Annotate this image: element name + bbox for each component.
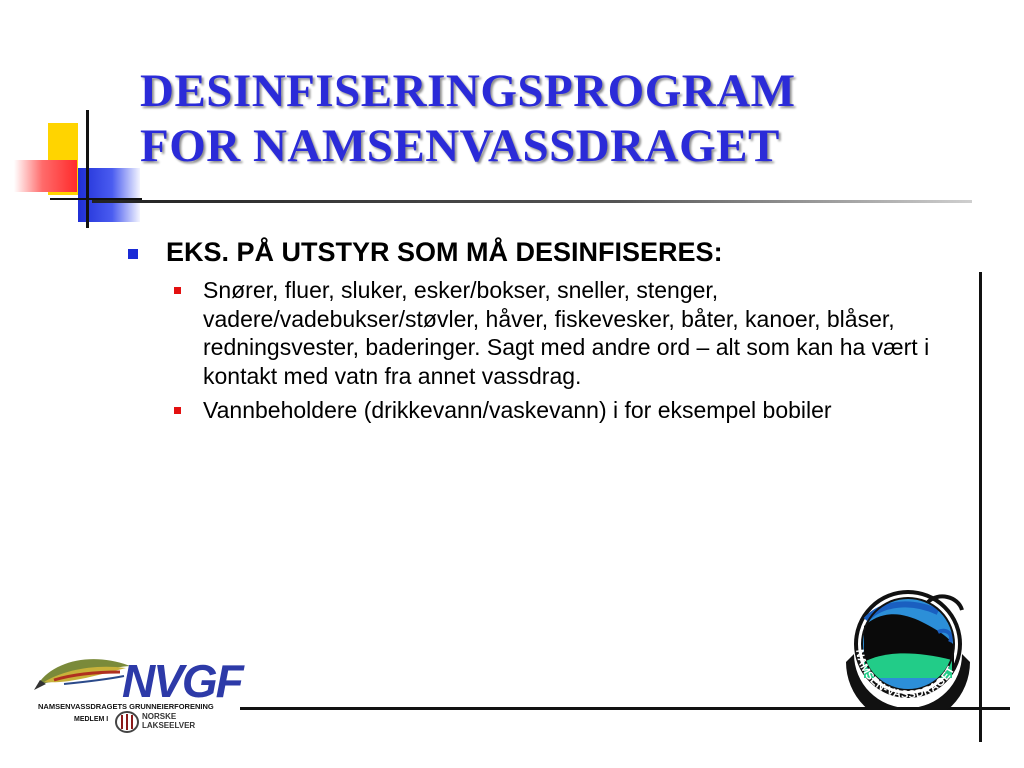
slide-title	[140, 64, 1000, 174]
norske-lakseelver-icon	[114, 711, 140, 733]
list-item	[174, 396, 982, 425]
nvgf-logo	[34, 650, 244, 740]
nvgf-member-label: MEDLEM I	[74, 716, 109, 723]
bullet-heading	[122, 234, 982, 270]
namsenvassdraget-badge	[842, 582, 974, 710]
slide-title-line1: DESINFISERINGSPROGRAM	[140, 65, 796, 117]
list-item-text: Snører, fluer, sluker, esker/bokser, sneller, stenger, vadere/vadebukser/støvler, håver, fiskevesker, båter, kanoer, blåser, redningsvester, baderinger. Sagt med andre ord – alt som kan ha vært i kontakt med vatn fra annet vassdrag.	[203, 277, 930, 389]
norske-lakseelver-text	[142, 712, 202, 730]
nvgf-org-name: NAMSENVASSDRAGETS GRUNNEIERFORENING	[38, 702, 214, 711]
decor-vertical-line-right	[979, 272, 982, 742]
list-item	[174, 276, 982, 390]
list-item-text: Vannbeholdere (drikkevann/vaskevann) i for eksempel bobiler	[203, 397, 832, 423]
bullet-heading-text: EKS. PÅ UTSTYR SOM MÅ DESINFISERES:	[166, 237, 723, 267]
nvgf-letters: NVGF	[122, 655, 242, 707]
title-underline	[92, 200, 972, 203]
norske-lakseelver-line1: NORSKE	[142, 712, 177, 721]
decor-vertical-line-left	[86, 110, 89, 228]
square-bullet-icon	[128, 249, 138, 259]
river-badge-icon	[842, 582, 974, 710]
salmon-fly-icon	[34, 650, 134, 702]
square-bullet-icon	[174, 287, 181, 294]
norske-lakseelver-line2: LAKSEELVER	[142, 721, 196, 730]
slide-body	[122, 234, 982, 431]
decor-red-square	[14, 160, 77, 192]
square-bullet-icon	[174, 407, 181, 414]
slide-title-line2: FOR NAMSENVASSDRAGET	[140, 120, 780, 172]
equipment-list	[174, 276, 982, 425]
badge-ring-text: NAMSEN-VASSDRAGET	[853, 648, 958, 702]
